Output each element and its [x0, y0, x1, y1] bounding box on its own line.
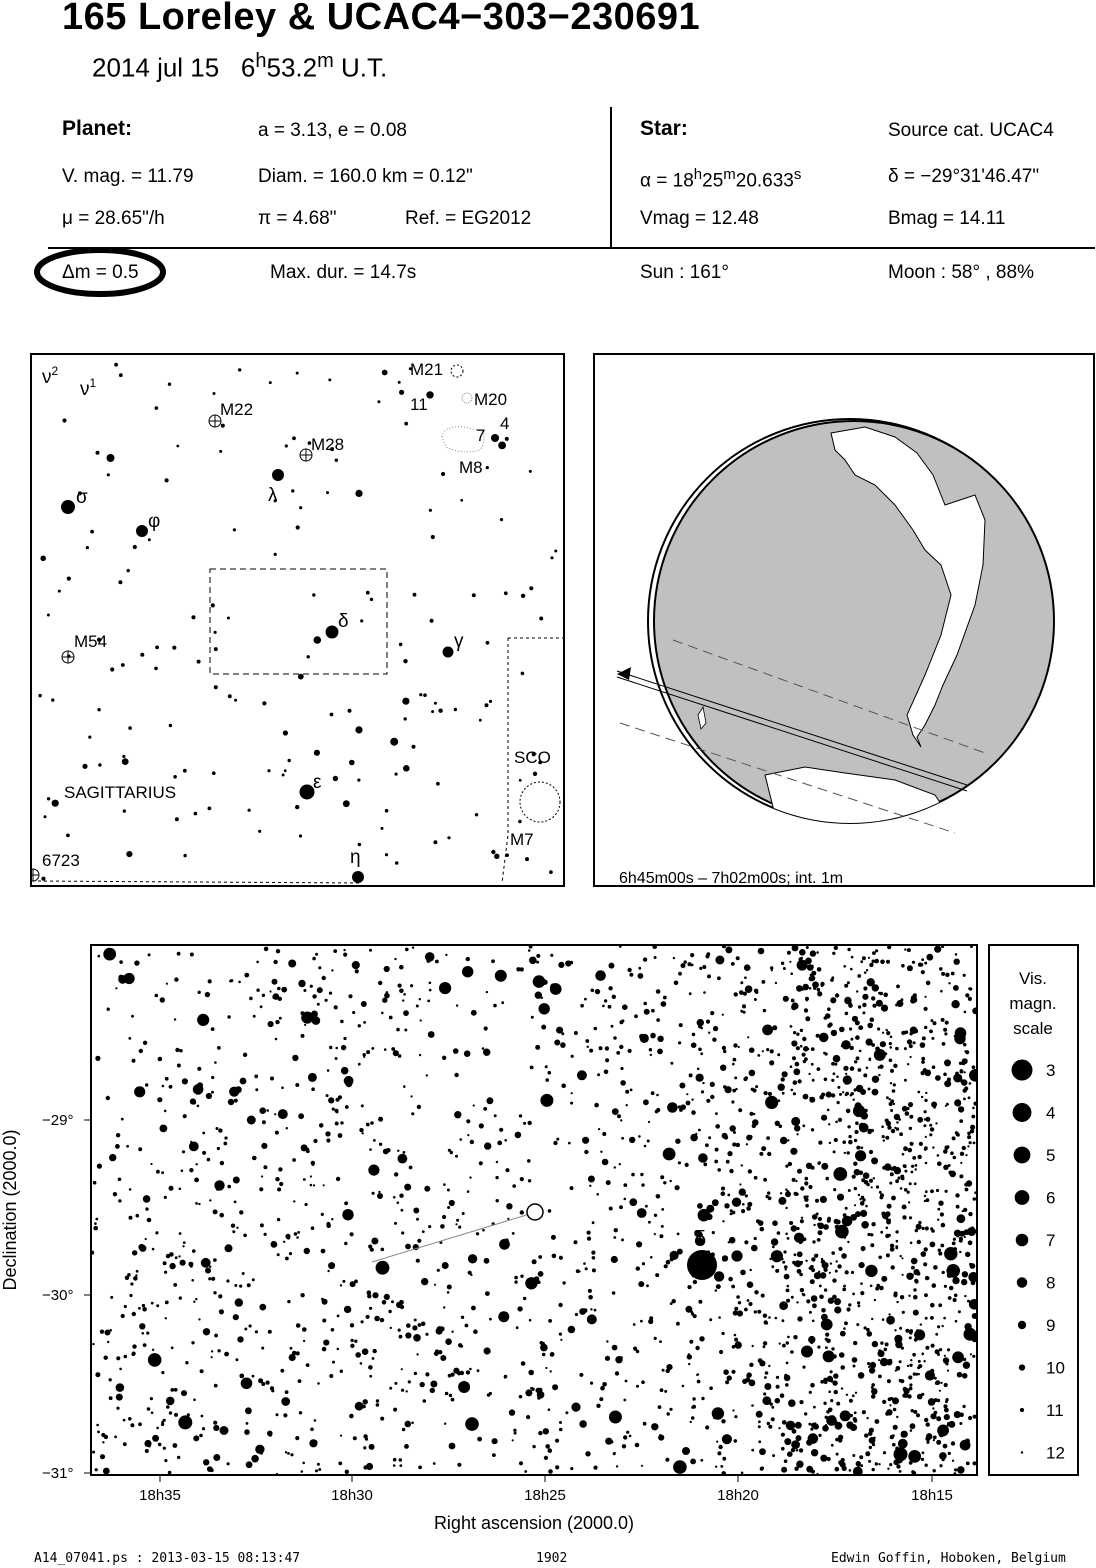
label-11: 11	[410, 395, 428, 414]
finder-field-star	[550, 556, 553, 559]
finder-field-star	[128, 726, 132, 730]
planet-parallax: π = 4.68"	[258, 208, 337, 229]
finder-field-star	[183, 854, 186, 857]
label-m28: M28	[311, 435, 345, 454]
finder-field-star	[283, 730, 288, 735]
legend-label-12: 12	[1046, 1443, 1065, 1463]
finder-field-star	[370, 598, 373, 601]
label-lambda: λ	[268, 485, 278, 506]
label-m54: M54	[74, 632, 108, 651]
label-eta: η	[350, 847, 361, 868]
finder-field-star	[486, 466, 489, 469]
legend-label-11: 11	[1046, 1401, 1064, 1420]
legend-dot-4	[1013, 1103, 1032, 1122]
y-tick-31: −31°	[42, 1465, 74, 1482]
globe-time-caption: 6h45m00s – 7h02m00s; int. 1m	[619, 870, 844, 885]
magnitude-legend	[988, 944, 1079, 1476]
finder-field-star	[395, 773, 398, 776]
table-divider-vertical	[610, 107, 612, 247]
finder-field-star	[67, 577, 71, 581]
planet-diameter: Diam. = 160.0 km = 0.12"	[258, 166, 473, 187]
finder-field-star	[284, 769, 287, 772]
finder-field-star	[176, 445, 179, 448]
finder-field-star	[86, 546, 89, 549]
finder-field-star	[377, 400, 380, 403]
finder-field-star	[399, 390, 404, 395]
star-phi	[136, 525, 148, 537]
finder-field-star	[175, 817, 179, 821]
finder-field-star	[491, 850, 495, 854]
finder-field-star	[489, 700, 492, 703]
finder-field-star	[107, 454, 115, 462]
finder-field-star	[295, 805, 299, 809]
y-tick-30: −30°	[42, 1287, 74, 1304]
finder-field-star	[208, 807, 212, 811]
finder-field-star	[38, 694, 41, 697]
time-system: U.T.	[341, 52, 388, 83]
star-ra-h: h	[693, 166, 703, 183]
finder-field-star	[62, 418, 66, 422]
finder-field-star	[110, 667, 114, 671]
y-axis-ticks	[42, 1112, 90, 1482]
page-title: 165 Loreley & UCAC4−303−230691	[62, 0, 701, 38]
finder-field-star	[472, 593, 476, 597]
star-delta	[326, 626, 339, 639]
finder-field-star	[454, 708, 457, 711]
finder-field-star	[447, 836, 450, 839]
star-gamma	[443, 647, 454, 658]
hours-unit: h	[255, 50, 267, 72]
footer-file-info: A14_07041.ps : 2013-03-15 08:13:47	[34, 1551, 301, 1566]
finder-field-star	[475, 813, 478, 816]
label-nu1: $\nu^1$	[80, 376, 97, 400]
star-source-catalog: Source cat. UCAC4	[888, 120, 1054, 141]
star-bmag: Bmag = 14.11	[888, 208, 1006, 229]
finder-field-star	[382, 370, 388, 376]
planet-motion: μ = 28.65"/h	[62, 208, 165, 229]
planet-heading: Planet:	[62, 117, 133, 140]
finder-field-star	[219, 450, 222, 453]
finder-field-star	[214, 631, 217, 634]
x-tick-18h30: 18h30	[331, 1487, 373, 1504]
finder-field-star	[233, 528, 236, 531]
finder-field-star	[441, 472, 445, 476]
legend-title-2: magn.	[1009, 994, 1057, 1013]
finder-field-star	[314, 636, 322, 644]
finder-field-star	[172, 646, 176, 650]
planet-reference: Ref. = EG2012	[405, 208, 532, 229]
finder-field-star	[234, 699, 237, 702]
detail-label-delta: δ	[694, 1226, 707, 1251]
legend-dot-6	[1015, 1190, 1030, 1205]
finder-field-star	[126, 851, 132, 857]
finder-field-star	[262, 701, 266, 705]
finder-field-star	[212, 771, 216, 775]
finder-field-star	[402, 698, 409, 705]
label-4: 4	[500, 414, 510, 433]
finder-field-star	[51, 698, 54, 701]
legend-label-8: 8	[1046, 1273, 1056, 1293]
finder-field-star	[399, 643, 403, 647]
finder-field-star	[227, 617, 230, 620]
footer-author: Edwin Goffin, Hoboken, Belgium	[831, 1551, 1066, 1566]
globe-ocean	[654, 421, 1054, 821]
finder-field-star	[44, 815, 47, 818]
finder-field-star	[525, 857, 529, 861]
constellation-boundary-2	[502, 638, 508, 883]
label-6723: 6723	[42, 851, 80, 870]
star-declination: δ = −29°31'46.47"	[888, 166, 1040, 187]
finder-field-star	[298, 674, 304, 680]
finder-field-star	[429, 509, 432, 512]
finder-field-star	[296, 372, 299, 375]
minutes-unit: m	[317, 50, 334, 72]
x-axis-title: Right ascension (2000.0)	[433, 1513, 635, 1533]
finder-field-star	[214, 685, 218, 689]
star-m20-4	[491, 434, 499, 442]
finder-field-star	[385, 853, 388, 856]
finder-field-star	[355, 726, 362, 733]
finder-field-star	[431, 535, 435, 539]
constellation-boundary-3	[32, 881, 362, 883]
star-eta	[352, 871, 364, 883]
event-hours: 6	[240, 52, 256, 83]
star-lambda	[272, 469, 284, 481]
finder-field-star	[505, 437, 509, 441]
finder-field-star	[96, 451, 100, 455]
finder-field-star	[314, 750, 320, 756]
finder-field-star	[107, 473, 110, 476]
finder-field-star	[228, 694, 232, 698]
finder-field-star	[221, 424, 225, 428]
label-phi: φ	[148, 511, 161, 532]
finder-field-star	[140, 653, 144, 657]
legend-dot-9	[1018, 1321, 1026, 1329]
finder-field-star	[41, 877, 45, 881]
finder-field-star	[194, 812, 198, 816]
finder-field-star	[88, 736, 91, 739]
sun-elongation: Sun : 161°	[640, 262, 729, 283]
finder-field-star	[173, 775, 177, 779]
planet-vmag: V. mag. = 11.79	[62, 166, 194, 187]
legend-label-4: 4	[1046, 1103, 1056, 1123]
finder-field-star	[498, 442, 506, 450]
label-sigma: σ	[76, 487, 88, 508]
finder-field-star	[122, 755, 125, 758]
finder-field-star	[518, 820, 522, 824]
y-axis-title: Declination (2000.0)	[0, 1129, 20, 1291]
legend-dot-7	[1016, 1234, 1029, 1247]
x-tick-18h25: 18h25	[524, 1487, 566, 1504]
finder-field-star	[148, 538, 151, 541]
star-ra-sec: 20.633	[735, 170, 794, 192]
legend-label-10: 10	[1046, 1358, 1065, 1378]
finder-field-star	[521, 672, 525, 676]
cluster-6723-icon	[32, 869, 39, 881]
finder-field-star	[436, 782, 440, 786]
finder-field-star	[299, 834, 302, 837]
finder-field-star	[197, 660, 201, 664]
cluster-m7-icon	[520, 782, 560, 822]
legend-dot-11	[1020, 1408, 1024, 1412]
label-m20: M20	[474, 390, 508, 409]
label-epsilon: ε	[313, 772, 322, 793]
finder-field-star	[274, 553, 277, 556]
finder-field-star	[326, 491, 329, 494]
planet-orbit: a = 3.13, e = 0.08	[258, 120, 407, 141]
legend-title-3: scale	[1013, 1019, 1053, 1038]
finder-field-star	[312, 593, 315, 596]
finder-field-star	[419, 693, 422, 696]
finder-field-star	[403, 659, 407, 663]
finder-field-star	[335, 459, 338, 462]
finder-field-star	[211, 603, 215, 607]
finder-field-star	[486, 641, 490, 645]
finder-field-star	[165, 478, 169, 482]
legend-label-3: 3	[1046, 1061, 1056, 1080]
finder-field-star	[412, 745, 416, 749]
x-tick-18h35: 18h35	[139, 1487, 181, 1504]
finder-field-star	[549, 870, 553, 874]
finder-field-star	[404, 422, 408, 426]
globe-map	[595, 355, 1093, 885]
finder-field-star	[398, 381, 401, 384]
label-sco: SCO	[514, 748, 551, 767]
legend-label-5: 5	[1046, 1146, 1056, 1165]
star-ra-prefix: α = 18	[640, 170, 694, 192]
finder-field-star	[296, 525, 300, 529]
y-tick-29: −29°	[42, 1112, 74, 1129]
finder-field-star	[121, 663, 125, 667]
finder-field-star	[403, 765, 410, 772]
finder-field-star	[430, 619, 434, 623]
max-duration: Max. dur. = 14.7s	[270, 262, 417, 283]
label-sagittarius: SAGITTARIUS	[64, 783, 177, 802]
nebula-m20-icon	[462, 393, 472, 403]
finder-field-star	[213, 392, 216, 395]
finder-field-star	[127, 569, 130, 572]
legend-dot-5	[1014, 1147, 1031, 1164]
finder-field-star	[97, 708, 100, 711]
star-ra-m: m	[723, 166, 736, 183]
label-nu2: $\nu^2$	[42, 364, 59, 388]
finder-field-star	[114, 363, 118, 367]
legend-dot-10	[1019, 1364, 1025, 1370]
finder-field-star	[98, 763, 101, 766]
star-ra-min: 25	[702, 170, 724, 192]
finder-field-star	[521, 594, 525, 598]
moon-elongation: Moon : 58° , 88%	[888, 262, 1034, 283]
label-delta: δ	[338, 611, 349, 632]
finder-field-star	[66, 834, 70, 838]
finder-field-star	[168, 383, 171, 386]
finder-field-star	[258, 830, 261, 833]
finder-field-star	[395, 861, 399, 865]
finder-field-star	[191, 615, 195, 619]
finder-field-star	[82, 764, 87, 769]
finder-field-star	[434, 702, 437, 705]
finder-field-star	[533, 772, 537, 776]
magnitude-drop: Δm = 0.5	[62, 262, 139, 283]
finder-field-star	[269, 381, 272, 384]
event-minutes: 53.2	[266, 52, 318, 83]
finder-field-star	[479, 719, 482, 722]
finder-field-star	[47, 614, 50, 617]
finder-field-star	[390, 738, 398, 746]
label-m7: M7	[510, 830, 534, 849]
legend-dot-12	[1021, 1451, 1023, 1453]
finder-field-star	[431, 710, 434, 713]
x-tick-18h15: 18h15	[911, 1487, 953, 1504]
finder-field-star	[500, 518, 503, 521]
finder-field-star	[118, 580, 122, 584]
finder-field-star	[291, 489, 294, 492]
finder-field-star	[90, 530, 94, 534]
legend-dot-3	[1012, 1060, 1033, 1081]
label-gamma: γ	[454, 631, 464, 652]
star-vmag: Vmag = 12.48	[640, 208, 759, 229]
finder-field-star	[169, 724, 172, 727]
finder-field-star	[504, 591, 508, 595]
finder-field-star	[343, 800, 350, 807]
finder-field-star	[349, 760, 355, 766]
finder-field-star	[494, 854, 499, 859]
legend-items	[1012, 1060, 1065, 1463]
legend-label-6: 6	[1046, 1188, 1056, 1208]
finder-field-star	[385, 809, 389, 813]
finder-field-star	[248, 809, 251, 812]
legend-svg	[990, 946, 1077, 1474]
finder-field-star	[155, 406, 159, 410]
finder-field-star	[413, 593, 417, 597]
legend-dot-8	[1017, 1277, 1028, 1288]
star-heading: Star:	[640, 117, 688, 140]
finder-field-star	[423, 693, 427, 697]
star-sigma	[61, 500, 75, 514]
finder-field-star	[307, 655, 310, 658]
finder-field-star	[529, 470, 532, 473]
finder-field-star	[519, 779, 522, 782]
finder-chart-panel	[30, 353, 565, 887]
detail-chart-axes	[0, 944, 1096, 1544]
label-7: 7	[476, 426, 486, 445]
finder-field-star	[238, 368, 241, 371]
finder-field-star	[282, 774, 285, 777]
finder-field-star	[460, 499, 463, 502]
finder-field-star	[328, 378, 331, 381]
legend-title-1: Vis.	[1018, 969, 1048, 988]
finder-field-star	[539, 617, 543, 621]
finder-field-star	[333, 776, 338, 781]
label-m22: M22	[220, 400, 254, 419]
cluster-m54-icon	[62, 651, 74, 663]
finder-field-star	[366, 591, 370, 595]
finder-field-star	[267, 769, 270, 772]
finder-field-star	[52, 800, 59, 807]
finder-field-star	[288, 759, 291, 762]
finder-field-star	[554, 550, 557, 553]
finder-field-star	[358, 843, 362, 847]
finder-field-star	[133, 545, 137, 549]
finder-field-star	[330, 713, 334, 717]
star-ra-s: s	[793, 166, 802, 183]
finder-field-star	[381, 827, 384, 830]
finder-field-star	[183, 769, 187, 773]
finder-field-star	[214, 647, 218, 651]
finder-field-star	[348, 709, 352, 713]
x-axis-ticks	[139, 1476, 953, 1504]
finder-field-star	[58, 590, 61, 593]
footer-number: 1902	[536, 1551, 568, 1566]
finder-field-star	[122, 758, 129, 765]
finder-field-star	[299, 506, 302, 509]
finder-field-star	[47, 797, 50, 800]
finder-field-star	[154, 667, 158, 671]
label-m21: M21	[410, 360, 444, 379]
finder-field-star	[404, 717, 407, 720]
event-date: 2014 jul 15	[92, 52, 220, 83]
finder-field-star	[357, 779, 360, 782]
star-right-ascension	[640, 166, 801, 192]
finder-field-star	[292, 436, 296, 440]
finder-field-star	[285, 444, 288, 447]
finder-field-star	[155, 646, 159, 650]
label-m8: M8	[459, 458, 483, 477]
finder-field-star	[119, 373, 123, 377]
finder-field-star	[355, 490, 362, 497]
event-datetime	[92, 50, 387, 84]
finder-field-star	[123, 809, 126, 812]
x-tick-18h20: 18h20	[717, 1487, 759, 1504]
table-divider-horizontal	[48, 247, 1095, 249]
cluster-m21-icon	[451, 365, 463, 377]
finder-field-star	[438, 709, 442, 713]
legend-label-7: 7	[1046, 1231, 1056, 1250]
shadow-path-globe-panel	[593, 353, 1095, 887]
legend-label-9: 9	[1046, 1316, 1056, 1335]
finder-chart	[32, 355, 563, 885]
finder-field-star	[360, 619, 363, 622]
finder-field-star	[485, 703, 489, 707]
finder-field-star	[40, 556, 46, 562]
finder-field-star	[433, 840, 437, 844]
finder-field-star	[529, 586, 533, 590]
